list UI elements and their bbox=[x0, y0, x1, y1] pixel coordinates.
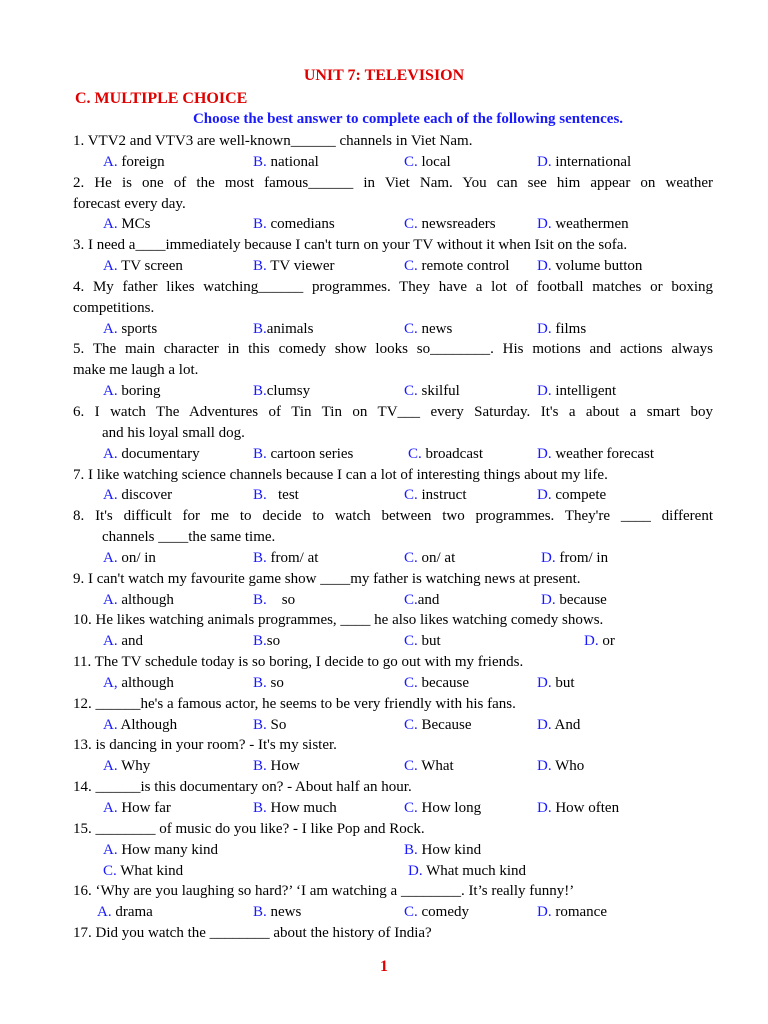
option-letter: D. bbox=[537, 216, 552, 233]
option-letter: B. bbox=[253, 487, 267, 504]
answer-option-c[interactable] bbox=[404, 673, 469, 694]
option-letter: A. bbox=[103, 487, 118, 504]
option-letter: C. bbox=[404, 758, 418, 775]
question-item bbox=[0, 569, 768, 611]
question-item bbox=[0, 131, 768, 173]
unit-title: UNIT 7: TELEVISION bbox=[303, 67, 465, 84]
option-letter: B. bbox=[253, 904, 267, 921]
question-text-continued: forecast every day. bbox=[73, 195, 186, 212]
option-letter: B. bbox=[253, 591, 267, 608]
answer-option-b[interactable] bbox=[253, 673, 284, 694]
options-row bbox=[0, 444, 768, 465]
answer-option-b[interactable] bbox=[253, 381, 310, 402]
option-letter: C. bbox=[404, 674, 418, 691]
option-text: foreign bbox=[117, 153, 165, 170]
option-text: although bbox=[117, 591, 174, 608]
answer-option-a[interactable] bbox=[103, 715, 177, 736]
option-letter: A. bbox=[103, 716, 118, 733]
answer-option-a[interactable] bbox=[103, 214, 151, 235]
option-text: because bbox=[555, 591, 607, 608]
question-text: 3. I need a____immediately because I can't turn on your TV without it when Isit on the sofa. bbox=[73, 237, 628, 254]
answer-option-b[interactable] bbox=[253, 631, 280, 652]
option-text: volume button bbox=[551, 258, 643, 275]
answer-option-a[interactable] bbox=[103, 548, 156, 569]
answer-option-b[interactable] bbox=[253, 152, 319, 173]
answer-option-a[interactable] bbox=[97, 902, 153, 923]
question-item bbox=[0, 339, 768, 402]
option-letter: D. bbox=[537, 258, 552, 275]
answer-option-d[interactable] bbox=[537, 256, 642, 277]
option-letter: A. bbox=[103, 258, 118, 275]
option-text: although bbox=[117, 674, 174, 691]
answer-option-b[interactable] bbox=[253, 798, 337, 819]
option-text: Although bbox=[117, 716, 178, 733]
answer-option-b[interactable] bbox=[253, 715, 286, 736]
answer-option-a[interactable] bbox=[103, 756, 150, 777]
option-text: so bbox=[266, 591, 296, 608]
option-text: sports bbox=[117, 320, 158, 337]
answer-option-b[interactable] bbox=[253, 902, 301, 923]
option-text: intelligent bbox=[551, 383, 617, 400]
answer-option-d[interactable] bbox=[537, 756, 584, 777]
question-text: 1. VTV2 and VTV3 are well-known______ channels in Viet Nam. bbox=[73, 133, 473, 149]
question-text-continued: channels ____the same time. bbox=[102, 529, 276, 546]
option-text: newsreaders bbox=[417, 216, 496, 233]
option-text: films bbox=[551, 320, 587, 337]
answer-option-d[interactable] bbox=[541, 548, 608, 569]
option-letter: D. bbox=[537, 320, 552, 337]
answer-option-d[interactable] bbox=[408, 861, 526, 882]
option-text: because bbox=[417, 674, 469, 691]
option-letter: D. bbox=[537, 716, 552, 733]
answer-option-c[interactable] bbox=[404, 715, 472, 736]
options-row bbox=[0, 902, 768, 923]
answer-option-a[interactable] bbox=[103, 485, 172, 506]
option-letter: C. bbox=[404, 549, 418, 566]
options-row bbox=[0, 256, 768, 277]
answer-option-b[interactable] bbox=[253, 214, 335, 235]
option-text: but bbox=[551, 674, 575, 691]
answer-option-b[interactable] bbox=[253, 444, 353, 465]
option-letter: C. bbox=[404, 800, 418, 816]
answer-option-d[interactable] bbox=[537, 798, 619, 819]
option-text: broadcast bbox=[421, 445, 483, 462]
option-letter: D. bbox=[537, 674, 552, 691]
option-text: weather forecast bbox=[551, 445, 655, 462]
option-letter: C. bbox=[404, 216, 418, 233]
option-letter: A. bbox=[103, 633, 118, 650]
option-text: romance bbox=[551, 904, 607, 921]
answer-option-d[interactable] bbox=[537, 214, 629, 235]
option-letter: D. bbox=[537, 800, 552, 816]
answer-option-b[interactable] bbox=[404, 840, 481, 861]
option-letter: B. bbox=[253, 320, 267, 337]
option-text: clumsy bbox=[266, 383, 311, 400]
option-text: What bbox=[417, 758, 454, 775]
question-text: 13. is dancing in your room? - It's my sister. bbox=[73, 737, 337, 754]
option-text: How far bbox=[117, 800, 171, 816]
option-letter: B. bbox=[253, 549, 267, 566]
options-row bbox=[0, 381, 768, 402]
option-text: documentary bbox=[117, 445, 200, 462]
question-item bbox=[0, 173, 768, 236]
answer-option-a[interactable] bbox=[103, 673, 174, 694]
question-item bbox=[0, 277, 768, 340]
option-text: on/ in bbox=[117, 549, 156, 566]
option-text: animals bbox=[266, 320, 314, 337]
answer-option-c[interactable] bbox=[404, 485, 467, 506]
answer-option-d[interactable] bbox=[537, 444, 654, 465]
instruction-text: Choose the best answer to complete each of the following sentences. bbox=[192, 111, 624, 127]
option-letter: B. bbox=[404, 841, 418, 858]
question-text: 6. I watch The Adventures of Tin Tin on TV___ every Saturday. It's a about a smart boy bbox=[73, 403, 713, 420]
answer-option-c[interactable] bbox=[404, 798, 481, 819]
question-text-continued: competitions. bbox=[73, 299, 155, 316]
option-text: drama bbox=[111, 904, 153, 921]
option-letter: C. bbox=[404, 633, 418, 650]
answer-option-b[interactable] bbox=[253, 319, 313, 340]
question-item bbox=[0, 694, 768, 736]
option-text: How long bbox=[417, 800, 482, 816]
question-text: 16. ‘Why are you laughing so hard?’ ‘I am watching a ________. It’s really funny!’ bbox=[73, 883, 575, 900]
option-letter: D. bbox=[541, 591, 556, 608]
answer-option-c[interactable] bbox=[404, 756, 454, 777]
option-text: TV viewer bbox=[266, 258, 335, 275]
option-text: MCs bbox=[117, 216, 151, 233]
option-text: How kind bbox=[417, 841, 482, 858]
option-text: cartoon series bbox=[266, 445, 354, 462]
answer-option-c[interactable] bbox=[404, 548, 455, 569]
answer-option-c[interactable] bbox=[408, 444, 483, 465]
option-letter: C. bbox=[408, 445, 422, 462]
answer-option-d[interactable] bbox=[537, 902, 607, 923]
option-text: comedians bbox=[266, 216, 335, 233]
answer-option-d[interactable] bbox=[537, 673, 575, 694]
option-letter: B. bbox=[253, 758, 267, 775]
answer-option-b[interactable] bbox=[253, 756, 300, 777]
option-text: How many kind bbox=[117, 841, 219, 858]
option-text: local bbox=[417, 153, 451, 170]
question-text-continued: and his loyal small dog. bbox=[102, 424, 245, 441]
option-text: on/ at bbox=[417, 549, 456, 566]
option-letter: B. bbox=[253, 258, 267, 275]
question-item bbox=[0, 402, 768, 465]
answer-option-d[interactable] bbox=[537, 319, 586, 340]
answer-option-a[interactable] bbox=[103, 798, 171, 819]
answer-option-a[interactable] bbox=[103, 590, 174, 611]
answer-option-a[interactable] bbox=[103, 381, 161, 402]
option-text: test bbox=[266, 487, 299, 504]
answer-option-b[interactable] bbox=[253, 485, 299, 506]
option-letter: A. bbox=[103, 153, 118, 170]
option-letter: A. bbox=[103, 800, 118, 816]
option-text: national bbox=[266, 153, 319, 170]
options-row bbox=[0, 798, 768, 819]
option-text: so bbox=[266, 633, 281, 650]
question-text: 7. I like watching science channels because I can a lot of interesting things about my life. bbox=[73, 466, 608, 483]
option-letter: B. bbox=[253, 716, 267, 733]
options-row bbox=[0, 214, 768, 235]
question-text: 14. ______is this documentary on? - About half an hour. bbox=[73, 779, 412, 796]
option-text: but bbox=[417, 633, 441, 650]
option-text: TV screen bbox=[117, 258, 183, 275]
option-letter: D. bbox=[537, 904, 552, 921]
option-text: So bbox=[266, 716, 287, 733]
question-item bbox=[0, 819, 768, 882]
option-letter: C. bbox=[404, 320, 418, 337]
page-number: 1 bbox=[380, 958, 388, 975]
question-text: 10. He likes watching animals programmes, ____ he also likes watching comedy shows. bbox=[73, 612, 604, 629]
option-text: How bbox=[266, 758, 300, 775]
options-row bbox=[0, 590, 768, 611]
answer-option-c[interactable] bbox=[404, 214, 496, 235]
answer-option-c[interactable] bbox=[404, 381, 460, 402]
option-letter: A. bbox=[103, 841, 118, 858]
answer-option-a[interactable] bbox=[103, 631, 143, 652]
option-text: so bbox=[266, 674, 284, 691]
answer-option-a[interactable] bbox=[103, 319, 157, 340]
option-letter: C. bbox=[404, 487, 418, 504]
options-row bbox=[0, 485, 768, 506]
answer-option-a[interactable] bbox=[103, 444, 200, 465]
option-letter: A. bbox=[103, 383, 118, 400]
options-row bbox=[0, 715, 768, 736]
option-letter: B. bbox=[253, 445, 267, 462]
answer-option-c[interactable] bbox=[404, 590, 439, 611]
option-text: And bbox=[551, 716, 581, 733]
question-item bbox=[0, 923, 768, 944]
option-text: compete bbox=[551, 487, 607, 504]
option-text: remote control bbox=[417, 258, 510, 275]
option-text: How often bbox=[551, 800, 620, 816]
option-letter: C. bbox=[404, 904, 418, 921]
question-list bbox=[0, 131, 768, 944]
option-letter: C. bbox=[404, 153, 418, 170]
answer-option-d[interactable] bbox=[537, 485, 606, 506]
option-text: from/ in bbox=[555, 549, 609, 566]
option-text: How much bbox=[266, 800, 337, 816]
option-letter: B. bbox=[253, 153, 267, 170]
option-letter: B. bbox=[253, 216, 267, 233]
option-text: skilful bbox=[417, 383, 460, 400]
answer-option-a[interactable] bbox=[103, 256, 183, 277]
option-letter: C. bbox=[103, 862, 117, 879]
question-item bbox=[0, 652, 768, 694]
option-letter: A. bbox=[97, 904, 112, 921]
question-item bbox=[0, 735, 768, 777]
answer-option-d[interactable] bbox=[537, 715, 580, 736]
question-text: 8. It's difficult for me to decide to watch between two programmes. They're ____ different bbox=[73, 508, 713, 525]
option-letter: D. bbox=[537, 383, 552, 400]
option-letter: A. bbox=[103, 216, 118, 233]
answer-option-d[interactable] bbox=[537, 381, 616, 402]
option-text: or bbox=[598, 633, 615, 650]
answer-option-b[interactable] bbox=[253, 256, 335, 277]
option-letter: A. bbox=[103, 445, 118, 462]
question-text: 4. My father likes watching______ programmes. They have a lot of football matches or boxing bbox=[73, 278, 713, 295]
options-row bbox=[0, 840, 768, 861]
option-text: What much kind bbox=[422, 862, 527, 879]
option-text: boring bbox=[117, 383, 161, 400]
question-text: 2. He is one of the most famous______ in Viet Nam. You can see him appear on weather bbox=[73, 174, 713, 191]
question-item bbox=[0, 610, 768, 652]
option-letter: D. bbox=[537, 153, 552, 170]
option-text: and bbox=[117, 633, 144, 650]
answer-option-b[interactable] bbox=[253, 590, 295, 611]
question-text: 11. The TV schedule today is so boring, I decide to go out with my friends. bbox=[73, 654, 524, 671]
options-row bbox=[0, 548, 768, 569]
options-row bbox=[0, 756, 768, 777]
answer-option-d[interactable] bbox=[541, 590, 607, 611]
question-item bbox=[0, 881, 768, 923]
option-letter: C. bbox=[404, 258, 418, 275]
option-letter: D. bbox=[537, 758, 552, 775]
option-text: and bbox=[417, 591, 440, 608]
option-text: from/ at bbox=[266, 549, 319, 566]
option-letter: D. bbox=[537, 445, 552, 462]
answer-option-c[interactable] bbox=[404, 256, 509, 277]
option-letter: A. bbox=[103, 591, 118, 608]
option-text: weathermen bbox=[551, 216, 629, 233]
option-letter: A. bbox=[103, 320, 118, 337]
option-text: Who bbox=[551, 758, 585, 775]
answer-option-d[interactable] bbox=[584, 631, 615, 652]
option-letter: B. bbox=[253, 633, 267, 650]
option-text: news bbox=[266, 904, 302, 921]
answer-option-a[interactable] bbox=[103, 152, 165, 173]
question-text: 5. The main character in this comedy show looks so________. His motions and actions always bbox=[73, 341, 713, 358]
section-title: C. MULTIPLE CHOICE bbox=[75, 90, 248, 107]
answer-option-b[interactable] bbox=[253, 548, 318, 569]
option-letter: B. bbox=[253, 800, 267, 816]
option-letter: C. bbox=[404, 716, 418, 733]
option-letter: C. bbox=[404, 591, 418, 608]
option-letter: A. bbox=[103, 758, 118, 775]
option-text: Because bbox=[417, 716, 472, 733]
option-text: instruct bbox=[417, 487, 467, 504]
answer-option-c[interactable] bbox=[404, 319, 452, 340]
answer-option-d[interactable] bbox=[537, 152, 631, 173]
answer-option-c[interactable] bbox=[103, 861, 183, 882]
question-item bbox=[0, 777, 768, 819]
question-text: 17. Did you watch the ________ about the history of India? bbox=[73, 925, 432, 942]
option-text: Why bbox=[117, 758, 151, 775]
option-letter: D. bbox=[541, 549, 556, 566]
answer-option-a[interactable] bbox=[103, 840, 218, 861]
question-text: 9. I can't watch my favourite game show ____my father is watching news at present. bbox=[73, 570, 581, 587]
option-letter: D. bbox=[408, 862, 423, 879]
option-letter: C. bbox=[404, 383, 418, 400]
question-text: 15. ________ of music do you like? - I like Pop and Rock. bbox=[73, 820, 425, 837]
answer-option-c[interactable] bbox=[404, 152, 451, 173]
answer-option-c[interactable] bbox=[404, 631, 441, 652]
option-text: comedy bbox=[417, 904, 469, 921]
option-letter: A, bbox=[103, 674, 118, 691]
option-text: international bbox=[551, 153, 632, 170]
option-text: What kind bbox=[116, 862, 184, 879]
option-letter: D. bbox=[584, 633, 599, 650]
options-row bbox=[0, 152, 768, 173]
option-letter: B. bbox=[253, 383, 267, 400]
option-letter: B. bbox=[253, 674, 267, 691]
options-row bbox=[0, 861, 768, 882]
option-text: discover bbox=[117, 487, 173, 504]
question-text-continued: make me laugh a lot. bbox=[73, 362, 199, 379]
options-row bbox=[0, 673, 768, 694]
question-item bbox=[0, 506, 768, 569]
option-letter: A. bbox=[103, 549, 118, 566]
options-row bbox=[0, 319, 768, 340]
question-item bbox=[0, 235, 768, 277]
option-letter: D. bbox=[537, 487, 552, 504]
question-item bbox=[0, 465, 768, 507]
options-row bbox=[0, 631, 768, 652]
question-text: 12. ______he's a famous actor, he seems to be very friendly with his fans. bbox=[73, 695, 516, 712]
option-text: news bbox=[417, 320, 453, 337]
answer-option-c[interactable] bbox=[404, 902, 469, 923]
